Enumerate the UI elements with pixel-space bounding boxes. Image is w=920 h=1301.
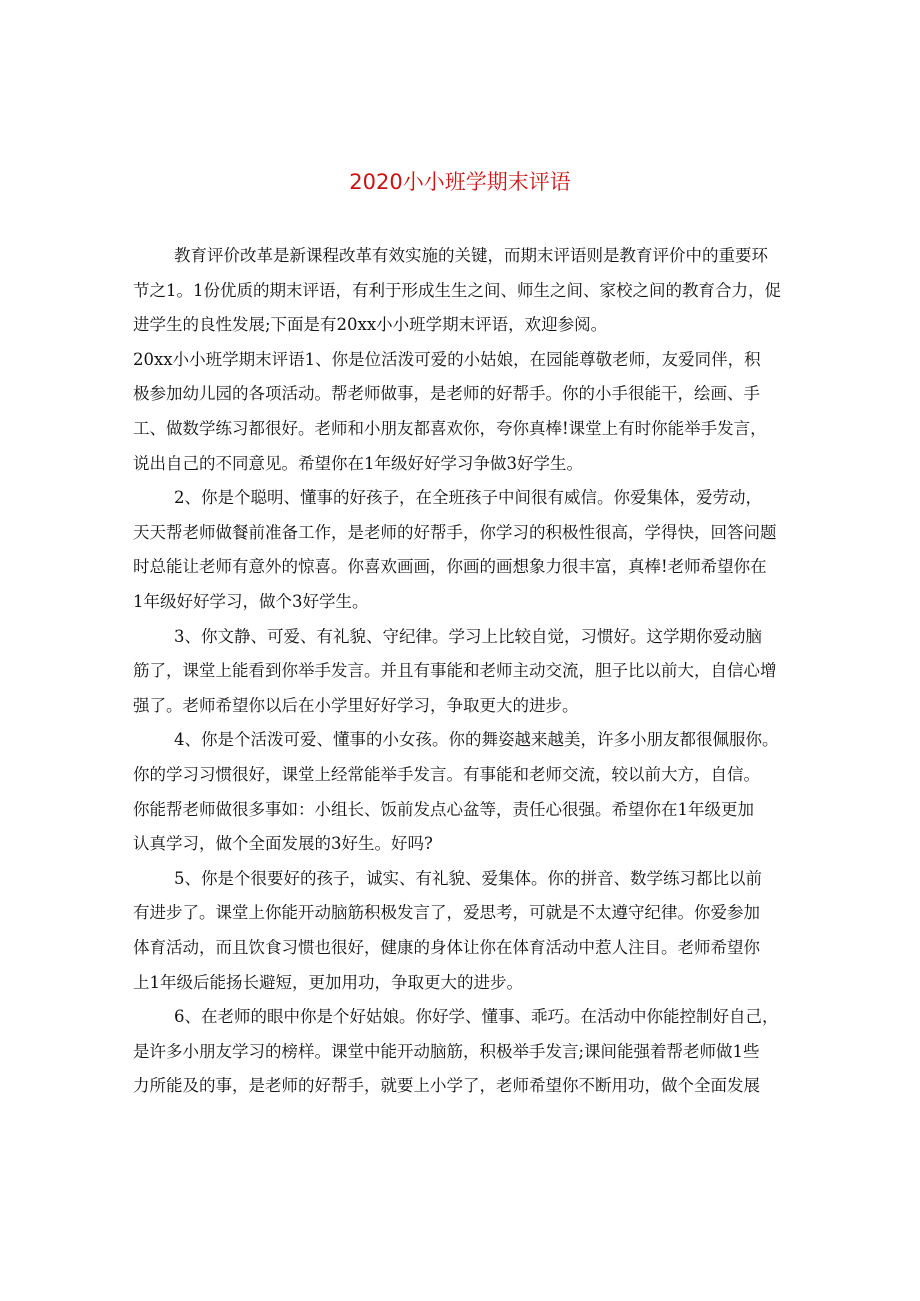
body-text-line: 20xx小小班学期末评语1、你是位活泼可爱的小姑娘，在园能尊敬老师，友爱同伴，积 — [133, 349, 761, 369]
body-text-line: 4、你是个活泼可爱、懂事的小女孩。你的舞姿越来越美，许多小朋友都很佩服你。 — [174, 730, 779, 750]
body-text-line: 体育活动，而且饮食习惯也很好，健康的身体让你在体育活动中惹人注目。老师希望你 — [133, 938, 760, 957]
body-text-line: 有进步了。课堂上你能开动脑筋积极发言了，爱思考，可就是不太遵守纪律。你爱参加 — [133, 903, 760, 923]
body-text-line: 工、做数学练习都很好。老师和小朋友都喜欢你，夸你真棒!课堂上有时你能举手发言， — [133, 419, 767, 438]
body-text-line: 3、你文静、可爱、有礼貌、守纪律。学习上比较自觉，习惯好。这学期你爱动脑 — [174, 626, 762, 646]
body-text-line: 2、你是个聪明、懂事的好孩子，在全班孩子中间很有威信。你爱集体，爱劳动， — [174, 488, 762, 508]
body-text-line: 力所能及的事，是老师的好帮手，就要上小学了，老师希望你不断用功，做个全面发展 — [133, 1076, 760, 1096]
body-text-line: 极参加幼儿园的各项活动。帮老师做事，是老师的好帮手。你的小手很能干，绘画、手 — [133, 384, 760, 404]
body-text-line: 6、在老师的眼中你是个好姑娘。你好学、懂事、乖巧。在活动中你能控制好自己， — [174, 1007, 779, 1027]
body-text-line: 筋了，课堂上能看到你举手发言。并且有事能和老师主动交流，胆子比以前大，自信心增 — [133, 661, 777, 681]
body-text-line: 强了。老师希望你以后在小学里好好学习，争取更大的进步。 — [133, 695, 579, 715]
body-text-line: 教育评价改革是新课程改革有效实施的关键，而期末评语则是教育评价中的重要环 — [174, 246, 768, 265]
body-text-line: 1年级好好学习，做个3好学生。 — [133, 592, 369, 611]
body-text-line: 你的学习习惯很好，课堂上经常能举手发言。有事能和老师交流，较以前大方，自信。 — [133, 765, 760, 784]
document-title: 2020小小班学期末评语 — [349, 170, 571, 194]
body-text-line: 进学生的良性发展;下面是有20xx小小班学期末评语，欢迎参阅。 — [133, 315, 608, 335]
body-text-line: 说出自己的不同意见。希望你在1年级好好学习争做3好学生。 — [133, 453, 583, 473]
body-text-line: 认真学习，做个全面发展的3好生。好吗? — [133, 834, 433, 854]
body-text-line: 时总能让老师有意外的惊喜。你喜欢画画，你画的画想象力很丰富，真棒!老师希望你在 — [133, 557, 767, 577]
body-text-line: 5、你是个很要好的孩子，诚实、有礼貌、爱集体。你的拼音、数学练习都比以前 — [174, 868, 762, 888]
body-text-line: 天天帮老师做餐前准备工作，是老师的好帮手，你学习的积极性很高，学得快，回答问题 — [133, 522, 777, 542]
body-text-line: 上1年级后能扬长避短，更加用功，争取更大的进步。 — [133, 972, 523, 992]
body-text-line: 你能帮老师做很多事如：小组长、饭前发点心盆等，责任心很强。希望你在1年级更加 — [133, 799, 754, 819]
body-text-line: 节之1。1份优质的期末评语，有利于形成生生之间、师生之间、家校之间的教育合力，促 — [133, 280, 781, 300]
body-text-line: 是许多小朋友学习的榜样。课堂中能开动脑筋，积极举手发言;课间能强着帮老师做1些 — [133, 1041, 760, 1061]
